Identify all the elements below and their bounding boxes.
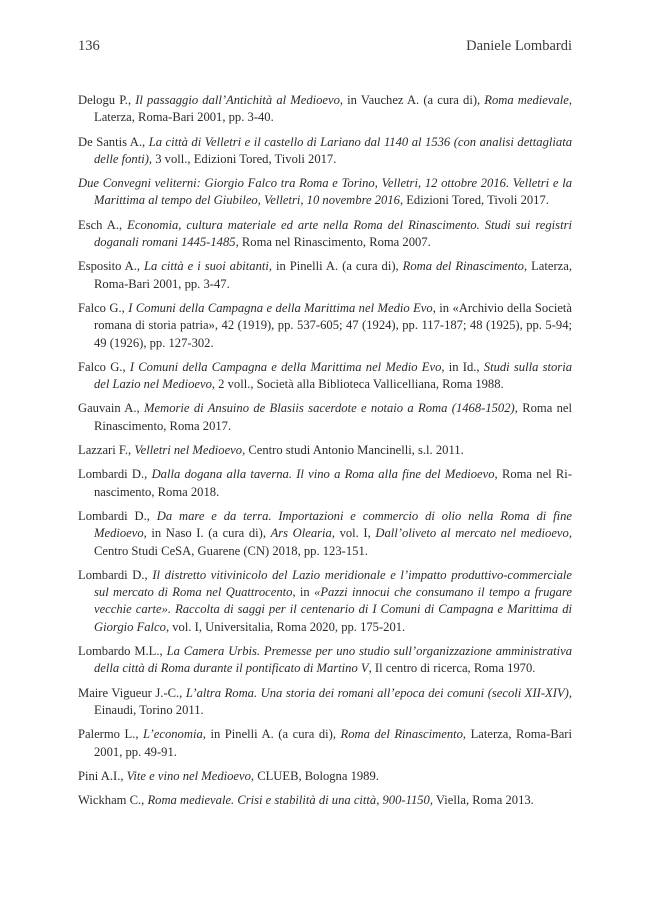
- running-head-author: Daniele Lombardi: [466, 38, 572, 54]
- entry-text: , in Vauchez A. (a cura di),: [339, 93, 485, 107]
- entry-text: , Il centro di ricerca, Roma 1970.: [368, 661, 536, 676]
- bibliography-entry: [78, 175, 572, 210]
- entry-text: , Centro studi Antonio Mancinelli, s.l. 2011.: [242, 443, 464, 458]
- entry-title-italic: Velletri nel Medioevo: [134, 443, 243, 458]
- bibliography-entry: [78, 400, 572, 435]
- entry-title-italic: Roma del Rinascimento: [402, 259, 524, 274]
- entry-text: , in Naso I. (a cura di),: [143, 526, 271, 541]
- bibliography-entry: [78, 508, 572, 560]
- entry-text: , Centro Studi CeSA, Guarene (CN) 2018, pp. 123-151.: [94, 526, 572, 558]
- entry-title-italic: La Camera Urbis. Premesse per uno studio sull’organizzazione amministrativa della città di Roma durante il pontificato di Martino V: [94, 644, 573, 676]
- entry-title-italic: Il distretto vitivinicolo del Lazio meridionale e l’impatto produttivo-commerciale sul mercato di Roma nel Quattrocento: [94, 567, 573, 600]
- entry-title-italic: Dalla dogana alla taverna. Il vino a Roma alla fine del Medioevo: [151, 467, 495, 482]
- entry-text: , in «Archivio della Società romana di storia patria», 42 (1919), pp. 537-605; 47 (1924), pp. 117-187; 48 (1925), pp. 5-94; 49 (1926), pp. 127-302.: [94, 300, 572, 350]
- entry-text: , Roma nel Rinascimento, Roma 2007.: [235, 235, 431, 250]
- entry-text: , 3 voll., Edizioni Tored, Tivoli 2017.: [148, 151, 337, 166]
- entry-text: , Laterza, Roma-Bari 2001, pp. 3-40.: [94, 93, 572, 125]
- bibliography-entry: [78, 359, 572, 394]
- entry-title-italic: «Pazzi innocui che consumano il tempo a frugare vecchie carte». Raccolta di saggi per il centenario di I Comuni di Campagna e Marittima di Giorgio Falco: [94, 585, 572, 634]
- entry-text: Falco G.,: [78, 359, 130, 374]
- entry-text: De Santis A.,: [78, 134, 149, 149]
- entry-title-italic: Dall’oliveto al mercato nel medioevo: [375, 526, 569, 541]
- bibliography-entry: [78, 258, 572, 293]
- entry-text: Palermo L.,: [78, 727, 144, 742]
- entry-text: , Roma nel Rinascimento, Roma 2018.: [94, 467, 573, 499]
- bibliography-entry: [78, 217, 572, 252]
- entry-text: Falco G.,: [78, 300, 129, 315]
- bibliography-entry: [78, 466, 572, 501]
- bibliography-entry: [78, 726, 572, 761]
- bibliography-entry: [78, 300, 572, 352]
- entry-text: Pini A.I.,: [78, 768, 127, 783]
- entry-text: , Roma nel Rinascimento, Roma 2017.: [94, 401, 572, 433]
- entry-title-italic: Ars Olearia: [270, 526, 332, 541]
- entry-title-italic: L’economia: [143, 727, 203, 742]
- running-head: [78, 38, 572, 58]
- entry-text: , Laterza, Roma-Bari 2001, pp. 3-47.: [94, 259, 572, 291]
- entry-text: , Edizioni Tored, Tivoli 2017.: [399, 193, 549, 208]
- entry-text: , CLUEB, Bologna 1989.: [250, 768, 379, 783]
- entry-text: Esposito A.,: [78, 259, 145, 274]
- entry-title-italic: Roma medievale: [484, 93, 569, 107]
- bibliography-entry: [78, 92, 572, 127]
- entry-text: Lombardi D.,: [78, 567, 153, 582]
- entry-text: , 2 voll., Società alla Biblioteca Vallicelliana, Roma 1988.: [211, 377, 504, 392]
- bibliography-entry: [78, 685, 572, 720]
- entry-title-italic: Vite e vino nel Medioevo: [126, 768, 251, 783]
- entry-text: , in Pinelli A. (a cura di),: [268, 259, 403, 274]
- entry-title-italic: I Comuni della Campagna e della Marittima nel Medio Evo: [128, 300, 433, 315]
- entry-text: , Einaudi, Torino 2011.: [94, 685, 572, 717]
- entry-title-italic: La città e i suoi abitanti: [144, 259, 269, 274]
- entry-text: Delogu P.,: [78, 93, 136, 107]
- page-number: 136: [78, 38, 100, 54]
- entry-text: , Laterza, Roma-Bari 2001, pp. 49-91.: [94, 727, 573, 759]
- entry-text: Wickham C.,: [78, 793, 148, 808]
- entry-text: Lazzari F.,: [78, 443, 135, 458]
- entry-title-italic: I Comuni della Campagna e della Marittima nel Medio Evo: [129, 359, 442, 374]
- bibliography-entry: [78, 567, 572, 636]
- entry-title-italic: Il passaggio dall’Antichità al Medioevo: [135, 93, 340, 107]
- entry-text: Maire Vigueur J.-C.,: [78, 685, 186, 700]
- entry-text: , Viella, Roma 2013.: [429, 793, 534, 808]
- entry-text: , in Id.,: [441, 359, 484, 374]
- entry-text: , vol. I, Universitalia, Roma 2020, pp. 175-201.: [165, 619, 406, 634]
- entry-title-italic: Da mare e da terra. Importazioni e commercio di olio nella Roma di fine Medioevo: [94, 508, 572, 541]
- entry-title-italic: Memorie di Ansuino de Blasiis sacerdote e notaio a Roma (1468-1502): [144, 401, 515, 416]
- entry-title-italic: L’altra Roma. Una storia dei romani all’epoca dei comuni (secoli XII-XIV): [185, 685, 569, 700]
- bibliography-list: [78, 92, 572, 816]
- bibliography-entry: [78, 643, 572, 678]
- bibliography-entry: [78, 792, 572, 809]
- entry-title-italic: Roma del Rinascimento: [340, 727, 463, 742]
- entry-title-italic: Due Convegni veliterni: Giorgio Falco tra Roma e Torino, Velletri, 12 ottobre 2016. Velletri e la Marittima al tempo del Giubileo, Velletri, 10 novembre 2016: [78, 176, 572, 208]
- entry-title-italic: La città di Velletri e il castello di Lariano dal 1140 al 1536 (con analisi dettagliata delle fonti): [94, 134, 572, 166]
- bibliography-entry: [78, 134, 572, 169]
- entry-title-italic: Studi sulla storia del Lazio nel Medioevo: [94, 359, 573, 392]
- bibliography-entry: [78, 442, 572, 459]
- entry-title-italic: Roma medievale. Crisi e stabilità di una città, 900-1150: [147, 793, 430, 808]
- entry-text: , in Pinelli A. (a cura di),: [202, 727, 341, 742]
- entry-text: Lombardo M.L.,: [78, 644, 167, 659]
- bibliography-entry: [78, 768, 572, 785]
- entry-title-italic: Economia, cultura materiale ed arte nella Roma del Rinascimento. Studi sui registri doganali romani 1445-1485: [94, 217, 572, 250]
- entry-text: Esch A.,: [78, 217, 128, 232]
- entry-text: Lombardi D.,: [78, 467, 152, 482]
- entry-text: , vol. I,: [331, 526, 376, 541]
- entry-text: Gauvain A.,: [78, 401, 145, 416]
- entry-text: , in: [292, 585, 315, 600]
- entry-text: Lombardi D.,: [78, 508, 157, 523]
